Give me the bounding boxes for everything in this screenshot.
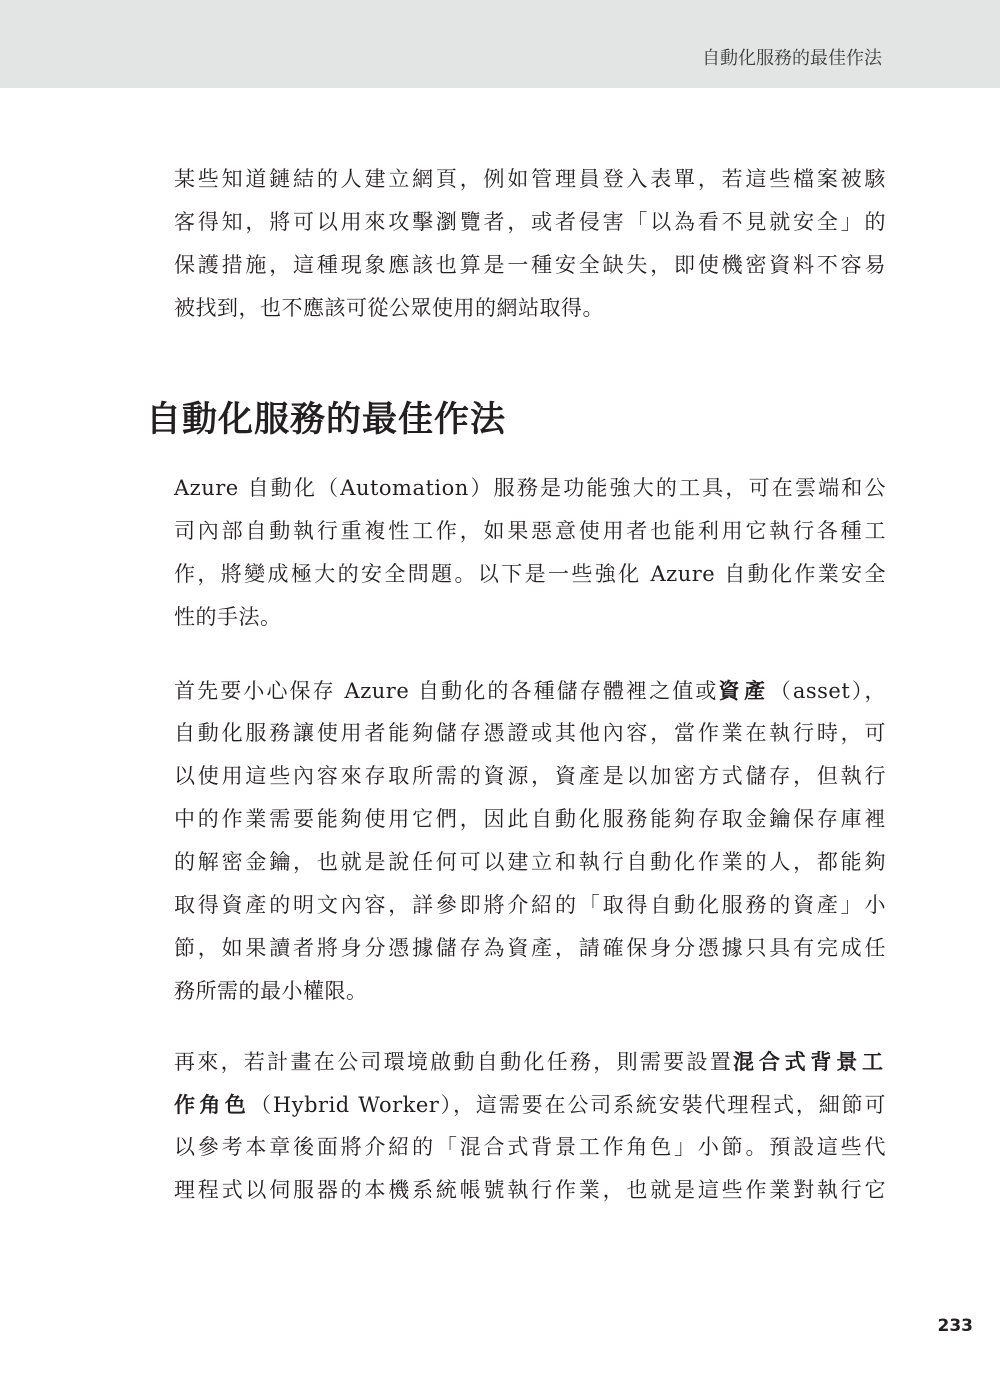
text-line: 作，將變成極大的安全問題。以下是一些強化 Azure 自動化作業安全 [174, 562, 886, 586]
paragraph-automation-intro [174, 467, 886, 639]
text-line: 被找到，也不應該可從公眾使用的網站取得。 [174, 296, 604, 320]
running-head-title: 自動化服務的最佳作法 [702, 48, 882, 69]
intro-paragraph [174, 158, 886, 330]
text-line: 務所需的最小權限。 [174, 979, 368, 1003]
text-run: （asset）， [769, 679, 887, 703]
paragraph-assets [174, 669, 886, 1013]
key-term-hybrid-worker: 混合式背景工 [733, 1049, 887, 1074]
text-line: 理程式以伺服器的本機系統帳號執行作業，也就是這些作業對執行它 [174, 1178, 886, 1202]
text-line [174, 1040, 886, 1083]
text-run: 再來，若計畫在公司環境啟動自動化任務，則需要設置 [174, 1050, 734, 1074]
text-line: 以使用這些內容來存取所需的資源，資產是以加密方式儲存，但執行 [174, 764, 886, 788]
text-line: 某些知道鏈結的人建立網頁，例如管理員登入表單，若這些檔案被駭 [174, 167, 886, 191]
text-line: 性的手法。 [174, 605, 282, 629]
text-line: 節，如果讀者將身分憑據儲存為資產，請確保身分憑據只具有完成任 [174, 936, 886, 960]
text-line: 保護措施，這種現象應該也算是一種安全缺失，即使機密資料不容易 [174, 253, 886, 277]
page-number: 233 [937, 1316, 973, 1336]
text-run: （Hybrid Worker），這需要在公司系統安裝代理程式，細節可 [250, 1093, 886, 1117]
text-line [174, 1083, 886, 1126]
text-line: 以參考本章後面將介紹的「混合式背景工作角色」小節。預設這些代 [174, 1135, 886, 1159]
key-term-assets: 資產 [718, 678, 770, 703]
text-line: 取得資產的明文內容，詳參即將介紹的「取得自動化服務的資產」小 [174, 893, 886, 917]
paragraph-hybrid-worker [174, 1040, 886, 1212]
section-heading: 自動化服務的最佳作法 [146, 400, 507, 440]
text-line: 中的作業需要能夠使用它們，因此自動化服務能夠存取金鑰保存庫裡 [174, 807, 886, 831]
key-term-hybrid-worker-cont: 作角色 [174, 1092, 251, 1117]
header-band [0, 0, 1000, 88]
text-line: 自動化服務讓使用者能夠儲存憑證或其他內容，當作業在執行時，可 [174, 721, 886, 745]
text-line: 客得知，將可以用來攻擊瀏覽者，或者侵害「以為看不見就安全」的 [174, 210, 886, 234]
text-line: 司內部自動執行重複性工作，如果惡意使用者也能利用它執行各種工 [174, 519, 886, 543]
text-line [174, 669, 886, 712]
text-line: 的解密金鑰，也就是說任何可以建立和執行自動化作業的人，都能夠 [174, 850, 886, 874]
text-line: Azure 自動化（Automation）服務是功能強大的工具，可在雲端和公 [174, 476, 886, 500]
text-run: 首先要小心保存 Azure 自動化的各種儲存體裡之值或 [174, 679, 719, 703]
